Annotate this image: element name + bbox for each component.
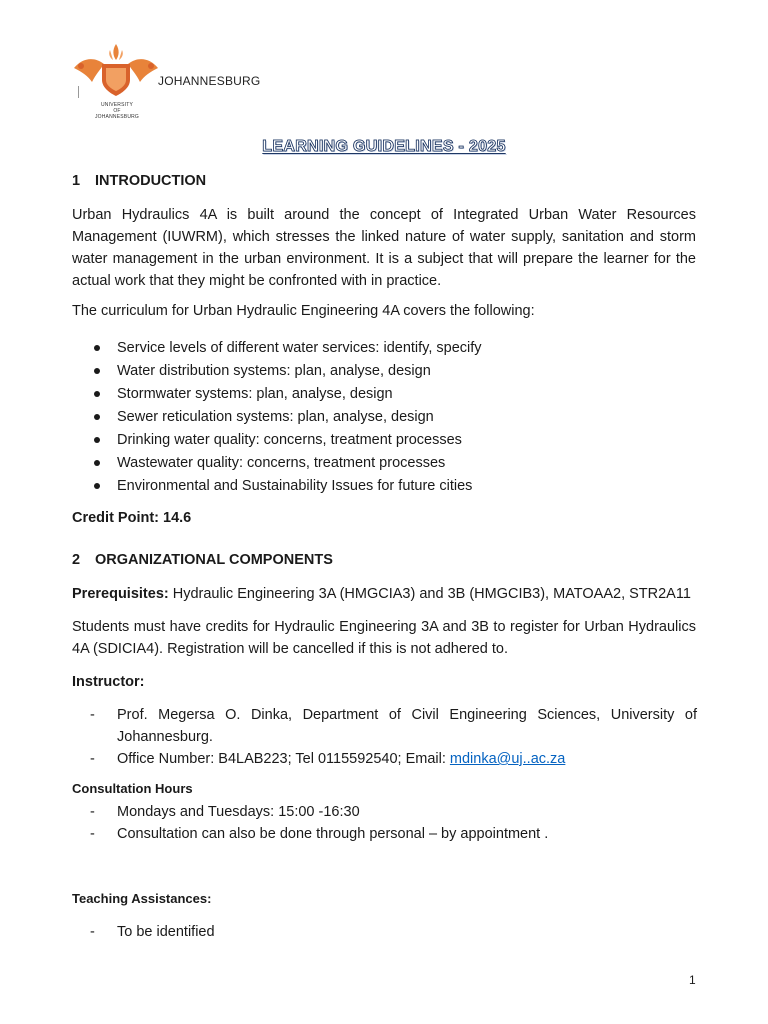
- prerequisites-text: Hydraulic Engineering 3A (HMGCIA3) and 3B (HMGCIB3), MATOAA2, STR2A11: [168, 586, 691, 602]
- bullet-icon: [94, 414, 100, 420]
- bullet-icon: [94, 345, 100, 351]
- list-item: Service levels of different water services: identify, specify: [90, 337, 482, 360]
- university-logo: [72, 40, 162, 120]
- bullet-icon: [94, 437, 100, 443]
- bullet-icon: [94, 391, 100, 397]
- document-title: LEARNING GUIDELINES - 2025: [262, 138, 506, 155]
- intro-paragraph: Urban Hydraulics 4A is built around the concept of Integrated Urban Water Resources Management (IUWRM), which stresses the linked nature of water supply, sanitation and storm water management in the urban environment. It is a subject that will prepare the learner for the actual work that they might be confronted with in practice.: [72, 207, 696, 289]
- section-heading-text: ORGANIZATIONAL COMPONENTS: [95, 552, 333, 568]
- credit-requirement-paragraph: Students must have credits for Hydraulic Engineering 3A and 3B to register for Urban Hydraulics 4A (SDICIA4). Registration will be cancelled if this is not adhered to.: [72, 619, 696, 657]
- teaching-assistants-label: Teaching Assistances:: [72, 891, 212, 906]
- list-item: Wastewater quality: concerns, treatment processes: [90, 452, 482, 475]
- instructor-label: Instructor:: [72, 674, 145, 690]
- credit-point: Credit Point: 14.6: [72, 510, 192, 526]
- curriculum-list: [90, 337, 482, 498]
- consultation-item: - Consultation can also be done through personal – by appointment .: [90, 826, 549, 842]
- consultation-hours-label: Consultation Hours: [72, 781, 193, 796]
- instructor-office-item: - Office Number: B4LAB223; Tel 0115592540; Email: mdinka@uj..ac.za: [90, 751, 566, 767]
- curriculum-intro-line: The curriculum for Urban Hydraulic Engineering 4A covers the following:: [72, 303, 535, 319]
- logo-text-line: OF: [113, 108, 121, 114]
- instructor-name-item: - Prof. Megersa O. Dinka, Department of Civil Engineering Sciences, University of Johannesburg.: [90, 707, 697, 745]
- prerequisites-line: [72, 586, 691, 602]
- list-item: Stormwater systems: plan, analyse, design: [90, 383, 482, 406]
- section-heading-organizational: [72, 552, 333, 568]
- section-number: 1: [72, 173, 81, 189]
- section-heading-text: INTRODUCTION: [95, 173, 207, 189]
- bullet-icon: [94, 483, 100, 489]
- section-heading-introduction: [72, 173, 206, 189]
- bullet-icon: [94, 460, 100, 466]
- list-item: Water distribution systems: plan, analyse, design: [90, 360, 482, 383]
- consultation-item: - Mondays and Tuesdays: 15:00 -16:30: [90, 804, 360, 820]
- list-item: Drinking water quality: concerns, treatment processes: [90, 429, 482, 452]
- prerequisites-label: Prerequisites:: [72, 586, 169, 602]
- page-number: 1: [689, 973, 696, 987]
- logo-emblem-icon: [72, 40, 162, 100]
- header-org-text: JOHANNESBURG: [158, 74, 261, 88]
- email-link[interactable]: mdinka@uj..ac.za: [449, 751, 566, 767]
- logo-text-line: JOHANNESBURG: [94, 114, 140, 120]
- bullet-icon: [94, 368, 100, 374]
- list-item: Environmental and Sustainability Issues for future cities: [90, 475, 482, 498]
- logo-text-line: UNIVERSITY: [100, 102, 133, 108]
- list-item: Sewer reticulation systems: plan, analyse, design: [90, 406, 482, 429]
- section-number: 2: [72, 552, 81, 568]
- teaching-assistant-item: - To be identified: [90, 924, 215, 940]
